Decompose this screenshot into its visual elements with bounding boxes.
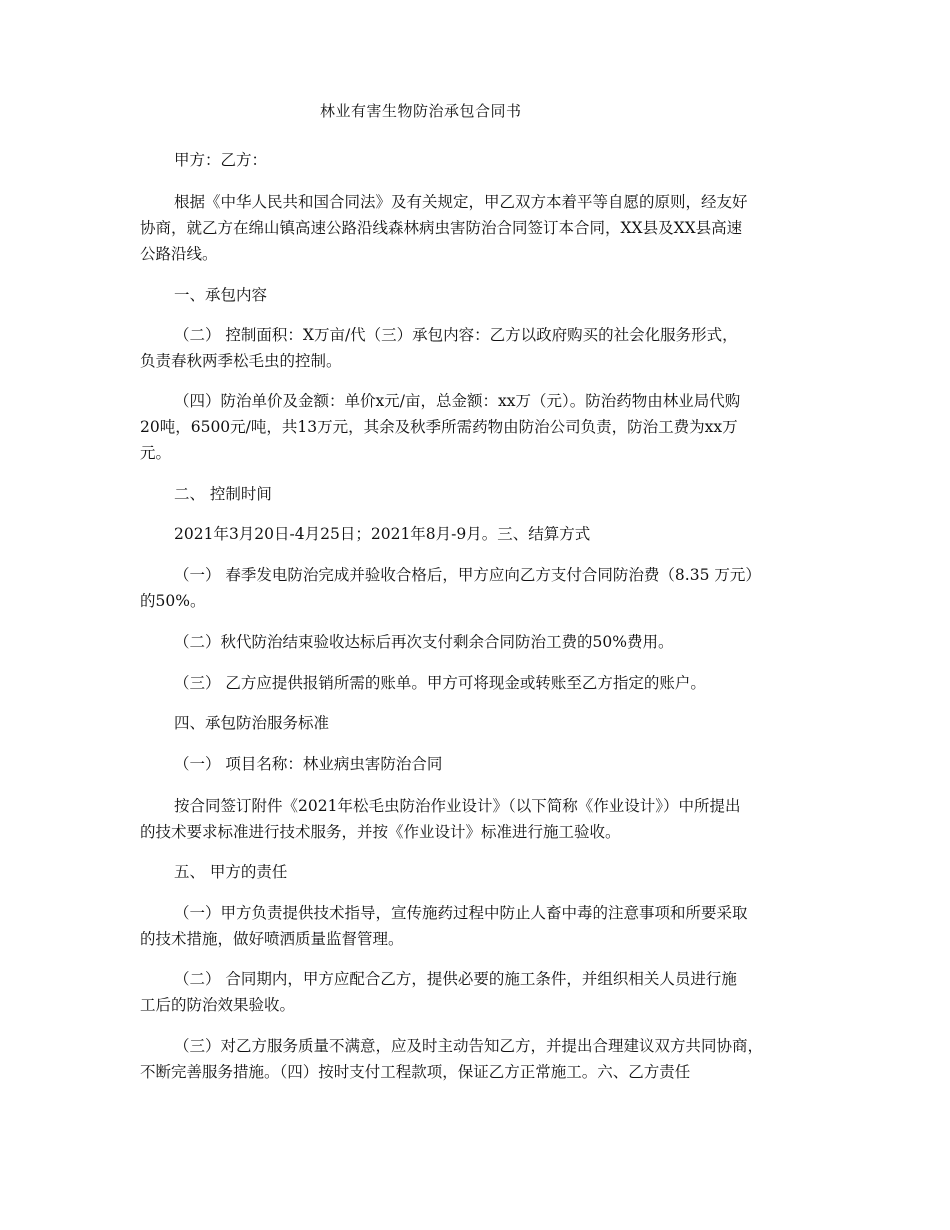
paragraph-line: 公路沿线。 [140,245,218,263]
section-heading: 二、 控制时间 [174,485,272,503]
paragraph-line: 按合同签订附件《2021年松毛虫防治作业设计》（以下简称《作业设计》）中所提出 [174,797,741,815]
paragraph-line: （一） 项目名称：林业病虫害防治合同 [174,755,443,773]
paragraph-line: （三）对乙方服务质量不满意，应及时主动告知乙方，并提出合理建议双方共同协商， [174,1037,764,1055]
paragraph-line: 协商，就乙方在绵山镇高速公路沿线森林病虫害防治合同签订本合同，XX县及XX县高速 [140,219,743,237]
paragraph-line: （一）甲方负责提供技术指导，宣传施药过程中防止人畜中毒的注意事项和所要采取 [174,904,748,922]
paragraph-line: （二） 合同期内，甲方应配合乙方，提供必要的施工条件，并组织相关人员进行施 [174,970,737,988]
paragraph-line: 不断完善服务措施。（四）按时支付工程款项，保证乙方正常施工。六、乙方责任 [140,1063,691,1081]
paragraph-line: （二）秋代防治结束验收达标后再次支付剩余合同防治工费的50%费用。 [174,633,674,651]
section-heading: 四、承包防治服务标准 [174,714,330,732]
paragraph-line: 的50%。 [140,592,206,610]
paragraph-line: （三） 乙方应提供报销所需的账单。甲方可将现金或转账至乙方指定的账户。 [174,674,706,692]
document-title: 林业有害生物防治承包合同书 [320,102,522,120]
paragraph-line: 元。 [140,444,172,462]
paragraph-line: 根据《中华人民共和国合同法》及有关规定，甲乙双方本着平等自愿的原则，经友好 [174,193,748,211]
paragraph-line: （四）防治单价及金额：单价x元/亩，总金额：xx万（元）。防治药物由林业局代购 [174,392,741,410]
paragraph-line: 20吨，6500元/吨，共13万元，其余及秋季所需药物由防治公司负责，防治工费为xx万 [140,418,738,436]
paragraph-line: 负责春秋两季松毛虫的控制。 [140,352,342,370]
paragraph-line: 甲方：乙方： [174,151,268,169]
paragraph-line: （二） 控制面积：X万亩/代（三）承包内容：乙方以政府购买的社会化服务形式， [174,326,738,344]
paragraph-line: 2021年3月20日-4月25日；2021年8月-9月。三、结算方式 [174,525,591,543]
section-heading: 一、承包内容 [174,286,268,304]
section-heading: 五、 甲方的责任 [174,863,288,881]
paragraph-line: 的技术要求标准进行技术服务，并按《作业设计》标准进行施工验收。 [140,823,621,841]
paragraph-line: 工后的防治效果验收。 [140,996,296,1014]
paragraph-line: （一） 春季发电防治完成并验收合格后，甲方应向乙方支付合同防治费（8.35 万元） [174,566,761,584]
paragraph-line: 的技术措施，做好喷洒质量监督管理。 [140,930,404,948]
